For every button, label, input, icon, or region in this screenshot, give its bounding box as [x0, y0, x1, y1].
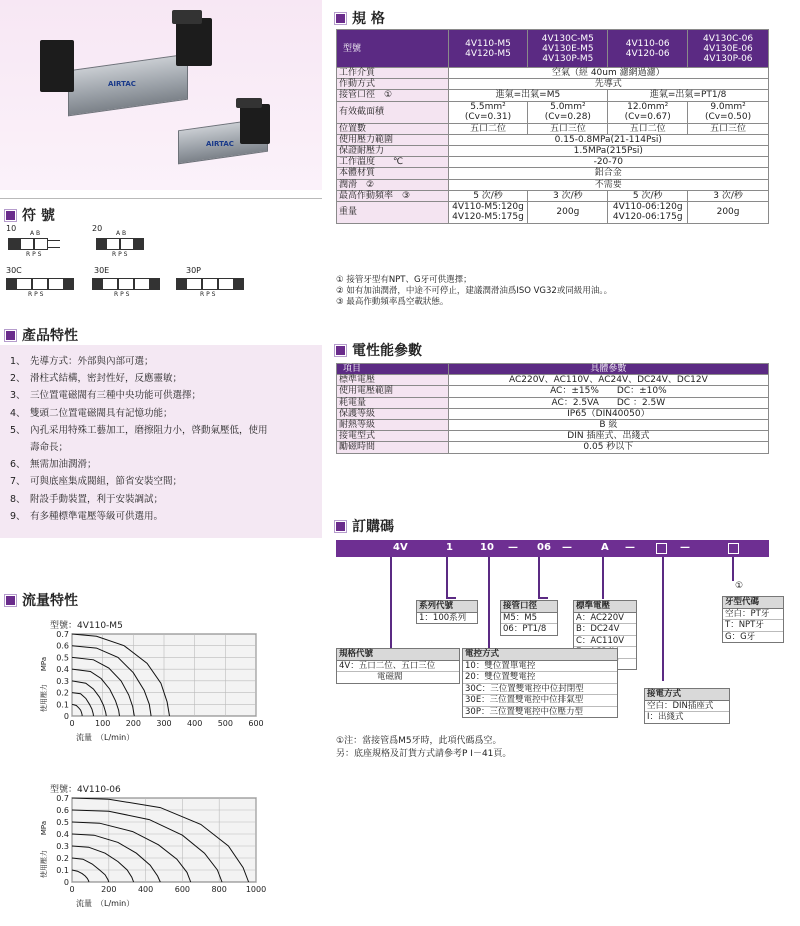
- features-list: [0, 345, 322, 538]
- symbol-30p-coil-l: [176, 278, 186, 290]
- symbol-port-rps: R P S: [26, 251, 42, 258]
- solenoid-small: [240, 104, 270, 144]
- code-dash: —: [508, 542, 518, 553]
- symbol-10-spring: [48, 240, 60, 248]
- symbol-code-30c: 30C: [6, 266, 22, 275]
- divider: [0, 198, 322, 199]
- leader-line: [488, 557, 490, 649]
- square-icon: [336, 522, 345, 531]
- leader-line: [732, 557, 734, 581]
- flow-chart-06: [10, 792, 272, 910]
- spec-notes: [336, 275, 769, 308]
- y-tick-label: 0.1: [56, 866, 69, 875]
- chart1-title: 型號：4V110-M5: [50, 621, 123, 631]
- features-heading: [6, 325, 78, 345]
- symbol-30c-box-2: [32, 278, 48, 290]
- flow-heading: [6, 590, 78, 610]
- square-icon: [336, 346, 345, 355]
- electric-heading: [336, 340, 422, 360]
- x-tick-label: 100: [95, 719, 111, 728]
- symbol-30e-box-3: [134, 278, 150, 290]
- solenoid-right: [176, 18, 212, 66]
- order-box-thread: 牙型代碼 空白：PT牙 T：NPT牙 G：G牙: [722, 596, 784, 643]
- leader-line: [602, 557, 604, 599]
- feature-item: 8、 附設手動裝置，利于安裝調試；: [10, 493, 164, 505]
- features-title: 產品特性: [22, 328, 78, 344]
- symbol-30c-box-1: [16, 278, 32, 290]
- code-port: 06: [537, 542, 551, 553]
- order-box-port: 接管口徑 M5：M5 06：PT1/8: [500, 600, 558, 636]
- symbol-diagrams: [0, 222, 322, 302]
- code-control: 10: [480, 542, 494, 553]
- square-icon: [336, 14, 345, 23]
- order-footnote: ①注：當接管爲M5牙時，此項代碼爲空。: [336, 736, 502, 746]
- electric-title: 電性能參數: [352, 343, 422, 359]
- square-icon: [6, 596, 15, 605]
- symbol-10-box-2: [34, 238, 48, 250]
- spec-table: 型號 4V110-M5 4V120-M5 4V130C-M5 4V130E-M5 4V130P-M5 4V110-06 4V120-06 4V130C-06 4V130E-06 4V130P-06 工作介質 空氣（經 40um 濾網過濾） 作動方式 先導式 接管口徑 ① 進氣=出氣=M5 進氣=出氣=PT1/8 有效截面積 5.5mm² (Cv=0.31) 5.0mm² (Cv=0.28) 12.0mm² (Cv=0.67) 9.0mm² (Cv=0.50) 位置數 五口二位 五口三位 五口二位 五口三位 使用壓力範圍 0.15-0.8MPa(21-114Psi) 保證耐壓力 1.5MPa(215Psi) 工作溫度 ℃ -20-70 本體材質 鋁合金 潤滑 ② 不需要 最高作動頻率 ③ 5 次/秒 3 次/秒 5 次/秒 3 次/秒 重量 4V110-M5:120g 4V120-M5:175g 200g 4V110-06:120g 4V120-06:175g 200g: [336, 29, 769, 224]
- x-tick-label: 400: [187, 719, 203, 728]
- x-tick-label: 0: [69, 719, 75, 728]
- feature-item: 2、 滑柱式結構，密封性好，反應靈敏；: [10, 373, 183, 385]
- symbol-code-10: 10: [6, 224, 17, 233]
- feature-item: 1、 先導方式：外部與內部可選；: [10, 356, 154, 367]
- symbol-30p-box-2: [202, 278, 218, 290]
- symbol-port-ab: A B: [30, 230, 41, 237]
- symbol-30p-box-1: [186, 278, 202, 290]
- order-title: 訂購碼: [352, 519, 394, 535]
- order-footnotes: [336, 735, 769, 761]
- symbol-30c-box-3: [48, 278, 64, 290]
- symbol-port-rps: R P S: [112, 251, 128, 258]
- symbol-20-coil-l: [96, 238, 106, 250]
- y-tick-label: 0.6: [56, 806, 69, 815]
- feature-item: 9、 有多種標準電壓等級可供選用。: [10, 510, 164, 522]
- y-tick-label: 0.4: [56, 830, 69, 839]
- x-tick-label: 200: [101, 885, 117, 894]
- leader-line: [390, 557, 392, 649]
- thread-note-marker: ①: [735, 581, 744, 591]
- code-slot-thread: [728, 543, 739, 554]
- y-tick-label: 0.3: [56, 676, 69, 686]
- x-tick-label: 300: [156, 719, 172, 728]
- x-axis-label: 流量 （L/min）: [76, 733, 135, 742]
- y-tick-label: 0.6: [56, 641, 69, 651]
- order-box-control: 電控方式 10：雙位置單電控 20：雙位置雙電控 30C：三位置雙電控中位封閉型 30E：三位置雙電控中位排氣型 30P：三位置雙電控中位壓力型: [462, 648, 618, 718]
- spec-header-label: 型號: [337, 30, 449, 68]
- code-dash: —: [625, 542, 635, 553]
- y-tick-label: 0.5: [56, 653, 69, 663]
- symbol-code-30p: 30P: [186, 266, 202, 275]
- order-box-series: 系列代號 1：100系列: [416, 600, 478, 624]
- order-footnote: 另：底座規格及訂貨方式請參考P I－41頁。: [336, 749, 512, 759]
- order-code-bar: [336, 540, 769, 557]
- symbols-title: 符 號: [22, 208, 55, 224]
- symbol-20-coil-r: [134, 238, 144, 250]
- y-axis-label: 使用壓力: [40, 684, 48, 712]
- y-tick-label: 0.2: [56, 688, 69, 698]
- feature-item: 壽命長；: [30, 442, 69, 454]
- code-slot-wiring: [656, 543, 667, 554]
- symbol-10-coil: [8, 238, 20, 250]
- valve-brand-large: AIRTAC: [108, 80, 136, 88]
- spec-note: ② 如有加油潤滑，中途不可停止，建議潤滑油爲ISO VG32或同級用油。。: [336, 286, 613, 296]
- x-tick-label: 200: [125, 719, 141, 728]
- y-tick-label: 0.7: [56, 794, 69, 803]
- symbol-30e-box-1: [102, 278, 118, 290]
- leader-line: [446, 597, 456, 599]
- x-tick-label: 0: [69, 885, 75, 894]
- symbol-30e-box-2: [118, 278, 134, 290]
- feature-item: 6、 無需加油潤滑；: [10, 459, 97, 471]
- x-tick-label: 1000: [245, 885, 267, 894]
- x-tick-label: 800: [211, 885, 227, 894]
- x-tick-label: 400: [137, 885, 154, 894]
- order-box-wiring: 接電方式 空白：DIN插座式 I：出綫式: [644, 688, 730, 724]
- order-heading: [336, 516, 394, 536]
- symbol-30p-box-3: [218, 278, 234, 290]
- y-tick-label: 0: [63, 878, 69, 887]
- y-axis-label: 使用壓力: [40, 850, 48, 878]
- symbol-30p-coil-r: [234, 278, 244, 290]
- solenoid-right-top: [172, 10, 202, 24]
- order-box-spec-code: 規格代號 4V：五口二位、五口三位 電磁閥: [336, 648, 460, 684]
- spec-header-m5c: 4V130C-M5 4V130E-M5 4V130P-M5: [528, 30, 608, 68]
- x-tick-label: 600: [174, 885, 191, 894]
- code-dash: —: [680, 542, 690, 553]
- feature-item: 3、 三位置電磁閥有三種中央功能可供選擇；: [10, 390, 202, 402]
- leader-line: [538, 597, 548, 599]
- code-dash: —: [562, 542, 572, 553]
- leader-line: [662, 557, 664, 681]
- chart2-title: 型號：4V110-06: [50, 785, 121, 795]
- spec-header-m5: 4V110-M5 4V120-M5: [448, 30, 528, 68]
- y-tick-label: 0.3: [56, 842, 69, 851]
- feature-item: 4、 雙頭二位置電磁閥具有記憶功能；: [10, 407, 173, 419]
- y-tick-label: 0: [63, 712, 69, 721]
- spec-header-06c: 4V130C-06 4V130E-06 4V130P-06: [688, 30, 769, 68]
- order-box-voltage: 標準電壓 A：AC220V B：DC24V C：AC110V: [573, 600, 637, 670]
- symbol-code-20: 20: [92, 224, 103, 233]
- symbol-30e-coil-l: [92, 278, 102, 290]
- square-icon: [6, 211, 15, 220]
- spec-title: 規 格: [352, 11, 385, 27]
- feature-item: 7、 可與底座集成閥組，節省安裝空間；: [10, 476, 183, 488]
- flow-chart-m5: [10, 628, 272, 744]
- spec-note: ③ 最高作動頻率爲空載狀態。: [336, 297, 449, 307]
- symbol-30e-coil-r: [150, 278, 160, 290]
- valve-brand-small: AIRTAC: [206, 140, 234, 148]
- symbol-port-rps: R P S: [200, 291, 216, 298]
- symbol-port-rps: R P S: [114, 291, 130, 298]
- y-tick-label: 0.1: [56, 700, 69, 710]
- symbol-port-ab: A B: [116, 230, 127, 237]
- code-voltage: A: [601, 542, 609, 553]
- y-tick-label: 0.5: [56, 818, 69, 827]
- flow-title: 流量特性: [22, 593, 78, 609]
- x-tick-label: 500: [217, 719, 233, 728]
- spec-heading: [336, 8, 385, 28]
- symbol-20-box-2: [120, 238, 134, 250]
- spec-note: ① 接管牙型有NPT、G牙可供選擇；: [336, 275, 472, 285]
- leader-line: [538, 557, 540, 599]
- y-tick-label: 0.4: [56, 665, 69, 675]
- feature-item: 5、 內孔采用特殊工藝加工，磨擦阻力小，啓動氣壓低，使用: [10, 424, 268, 436]
- electric-table: 項目 具體參數 標準電壓 AC220V、AC110V、AC24V、DC24V、DC12V 使用電壓範圍 AC：±15% DC：±10% 耗電量 AC：2.5VA DC ：2.5W 保護等級 IP65（DIN40050） 耐熱等級 B 級 接電型式 DIN 插座式、出綫式 勵磁時間 0.05 秒以下: [336, 363, 769, 454]
- product-photo: [0, 0, 322, 190]
- y-tick-label: 0.2: [56, 854, 69, 863]
- x-axis-label: 流量 （L/min）: [76, 899, 135, 908]
- symbol-10-box-1: [20, 238, 34, 250]
- y-unit-label: MPa: [40, 820, 48, 836]
- spec-header-06: 4V110-06 4V120-06: [608, 30, 688, 68]
- leader-line: [446, 557, 448, 599]
- symbol-code-30e: 30E: [94, 266, 110, 275]
- x-tick-label: 600: [248, 719, 264, 728]
- y-tick-label: 0.7: [56, 630, 69, 639]
- solenoid-small-top: [236, 98, 262, 108]
- symbol-30c-coil-r: [64, 278, 74, 290]
- square-icon: [6, 331, 15, 340]
- code-4v: 4V: [393, 542, 408, 553]
- y-unit-label: MPa: [40, 656, 48, 672]
- symbol-20-box-1: [106, 238, 120, 250]
- symbol-30c-coil-l: [6, 278, 16, 290]
- code-series: 1: [446, 542, 453, 553]
- solenoid-left: [40, 40, 74, 92]
- symbol-port-rps: R P S: [28, 291, 44, 298]
